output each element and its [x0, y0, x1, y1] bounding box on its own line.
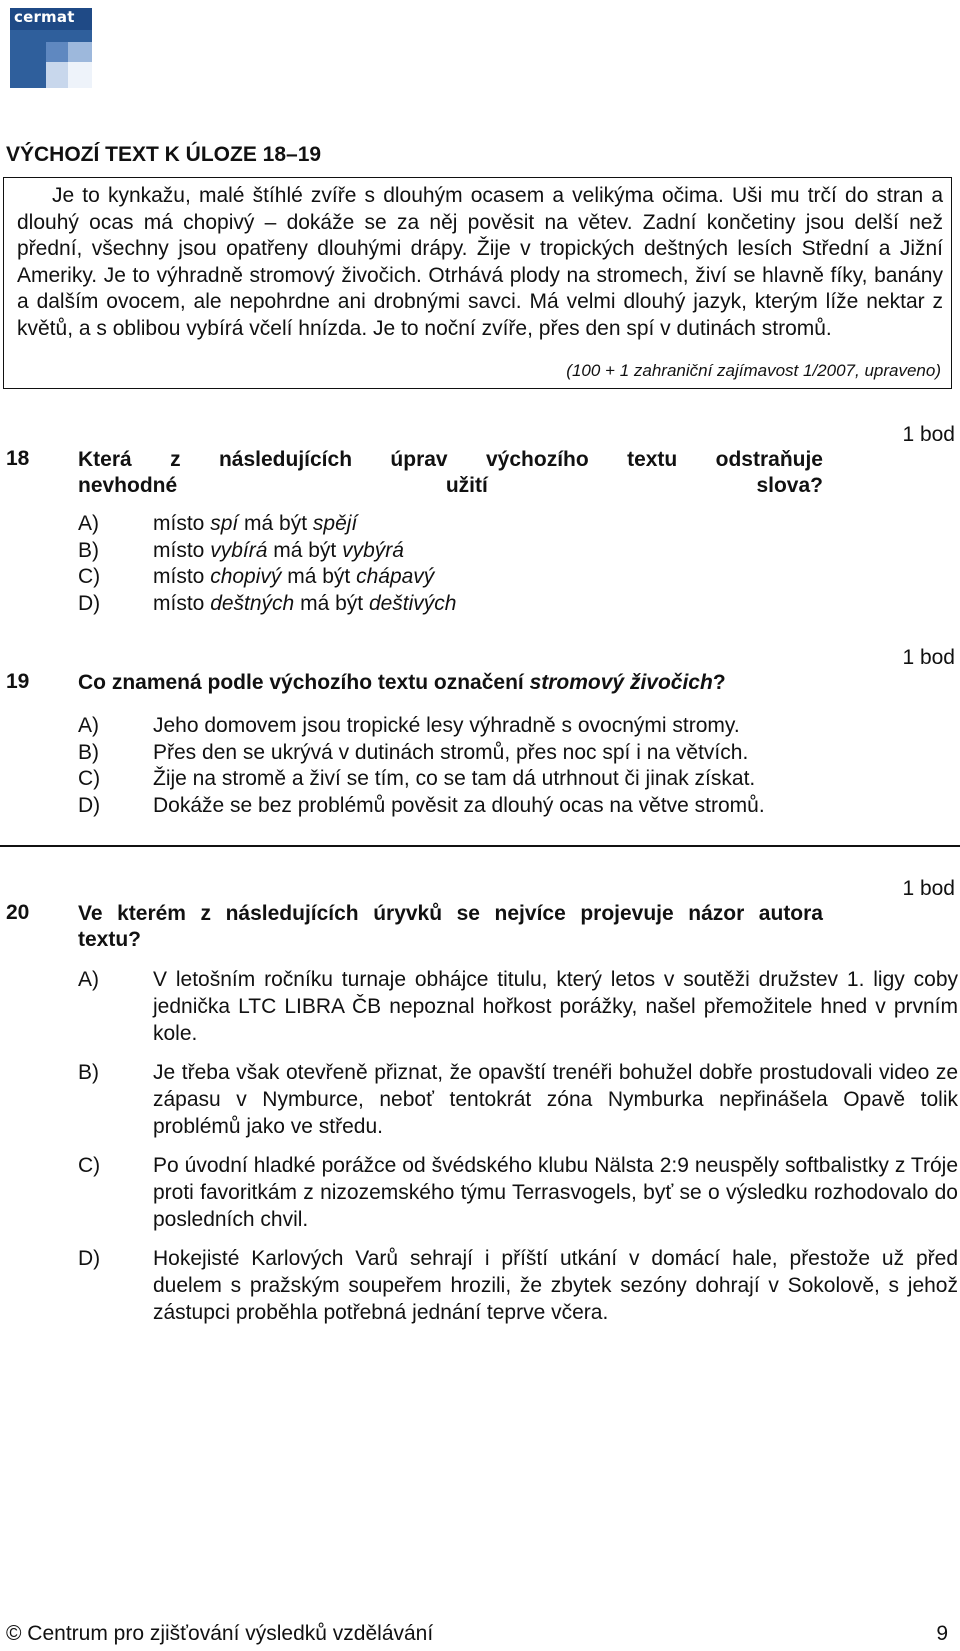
- q20-number: 20: [6, 901, 30, 924]
- cermat-logo: [10, 8, 92, 88]
- page-number: 9: [936, 1622, 948, 1645]
- q20-option-c[interactable]: [78, 1152, 958, 1233]
- q19-question: Co znamená podle výchozího textu označení stromový živočich?: [78, 671, 726, 694]
- q18-question: [78, 447, 823, 499]
- q18-question-line2: nevhodné užití slova?: [78, 474, 823, 497]
- q18-question-line1: Která z následujících úprav výchozího textu odstraňuje: [78, 448, 823, 471]
- q19-number: 19: [6, 670, 30, 693]
- q20-option-d[interactable]: [78, 1245, 958, 1326]
- option-label: B): [78, 1061, 99, 1084]
- q19-options: [78, 713, 765, 819]
- option-label: B): [78, 538, 99, 562]
- option-text: Po úvodní hladké porážce od švédského klubu Nälsta 2:9 neuspěly softbalistky z Tróje proti favoritkám z nizozemského týmu Terrasvogels, byť se o výsledku rozhodovalo do posledních chvil.: [153, 1154, 958, 1231]
- q19-points: 1 bod: [902, 646, 955, 669]
- option-label: D): [78, 591, 101, 615]
- q20-points: 1 bod: [902, 877, 955, 900]
- option-label: A): [78, 512, 99, 535]
- option-label: C): [78, 767, 101, 791]
- section-title: VÝCHOZÍ TEXT K ÚLOZE 18–19: [6, 143, 322, 166]
- footer-copyright: © Centrum pro zjišťování výsledků vzdělávání: [6, 1622, 434, 1645]
- option-text: V letošním ročníku turnaje obhájce titulu, který letos v soutěži družstev 1. ligy coby jednička LTC LIBRA ČB nepoznal hořkost porážky, našel přemožitele hned v prvním kole.: [153, 968, 958, 1045]
- option-text: Jeho domovem jsou tropické lesy výhradně s ovocnými stromy.: [153, 714, 740, 737]
- q18-options: [78, 511, 457, 617]
- option-text: Hokejisté Karlových Varů sehrají i příští utkání v domácí hale, přestože už před duelem s pražským soupeřem hrozili, že zbytek sezóny dohrají v Sokolově, s jehož zástupci proběhla potřebná jednání teprve včera.: [153, 1247, 958, 1324]
- option-text: Dokáže se bez problémů pověsit za dlouhý ocas na větve stromů.: [153, 793, 765, 817]
- q20-option-a[interactable]: [78, 966, 958, 1047]
- option-label: D): [78, 1247, 101, 1270]
- section-divider: [0, 845, 960, 847]
- q19-option-b[interactable]: [78, 740, 765, 767]
- q18-option-b[interactable]: B) místo vybírá má být vybýrá: [78, 538, 457, 565]
- q18-number: 18: [6, 447, 30, 470]
- q19-option-d[interactable]: [78, 793, 765, 820]
- source-text: Je to kynkažu, malé štíhlé zvíře s dlouhým ocasem a velikýma očima. Uši mu trčí do stran a dlouhý ocas má chopivý – dokáže se za něj pověsit na větev. Zadní končetiny jsou delší než přední, všechny jsou opatřeny dlouhými drápy. Žije v tropických deštných lesích Střední a Jižní Ameriky. Je to výhradně stromový živočich. Otrhává plody na stromech, živí se hlavně fíky, banány a dalším ovocem, ale nepohrdne ani drobnými savci. Má velmi dlouhý jazyk, kterým líže nektar z květů, a s oblibou vybírá včelí hnízda. Je to noční zvíře, přes den spí v dutinách stromů.: [17, 184, 943, 340]
- q18-option-d[interactable]: D) místo deštných má být deštivých: [78, 591, 457, 618]
- q18-option-a[interactable]: A) místo spí má být spějí: [78, 511, 457, 538]
- option-label: A): [78, 714, 99, 737]
- option-label: C): [78, 1154, 101, 1177]
- q18-points: 1 bod: [902, 423, 955, 446]
- q20-options: [78, 966, 958, 1338]
- source-citation: (100 + 1 zahraniční zajímavost 1/2007, upraveno): [566, 361, 941, 380]
- option-text: Přes den se ukrývá v dutinách stromů, přes noc spí i na větvích.: [153, 740, 749, 764]
- logo-text: cermat: [14, 8, 75, 26]
- option-text: Je třeba však otevřeně přiznat, že opavští trenéři bohužel dobře prostudovali video ze zápasu v Nymburce, neboť tentokrát zóna Nymburka nepřinášela Opavě tolik problémů jako ve středu.: [153, 1061, 958, 1138]
- q20-question-line1: Ve kterém z následujících úryvků se nejvíce projevuje názor autora: [78, 902, 823, 925]
- q20-question-line2: textu?: [78, 928, 141, 951]
- option-label: C): [78, 565, 101, 589]
- option-text: Žije na stromě a živí se tím, co se tam dá utrhnout či jinak získat.: [153, 767, 756, 791]
- q18-option-c[interactable]: C) místo chopivý má být chápavý: [78, 564, 457, 591]
- source-text-box: [3, 177, 952, 389]
- q20-question: [78, 901, 823, 953]
- q20-option-b[interactable]: [78, 1059, 958, 1140]
- q19-option-c[interactable]: [78, 766, 765, 793]
- option-label: B): [78, 740, 99, 764]
- option-label: D): [78, 793, 101, 817]
- q19-option-a[interactable]: [78, 713, 765, 740]
- option-label: A): [78, 968, 99, 991]
